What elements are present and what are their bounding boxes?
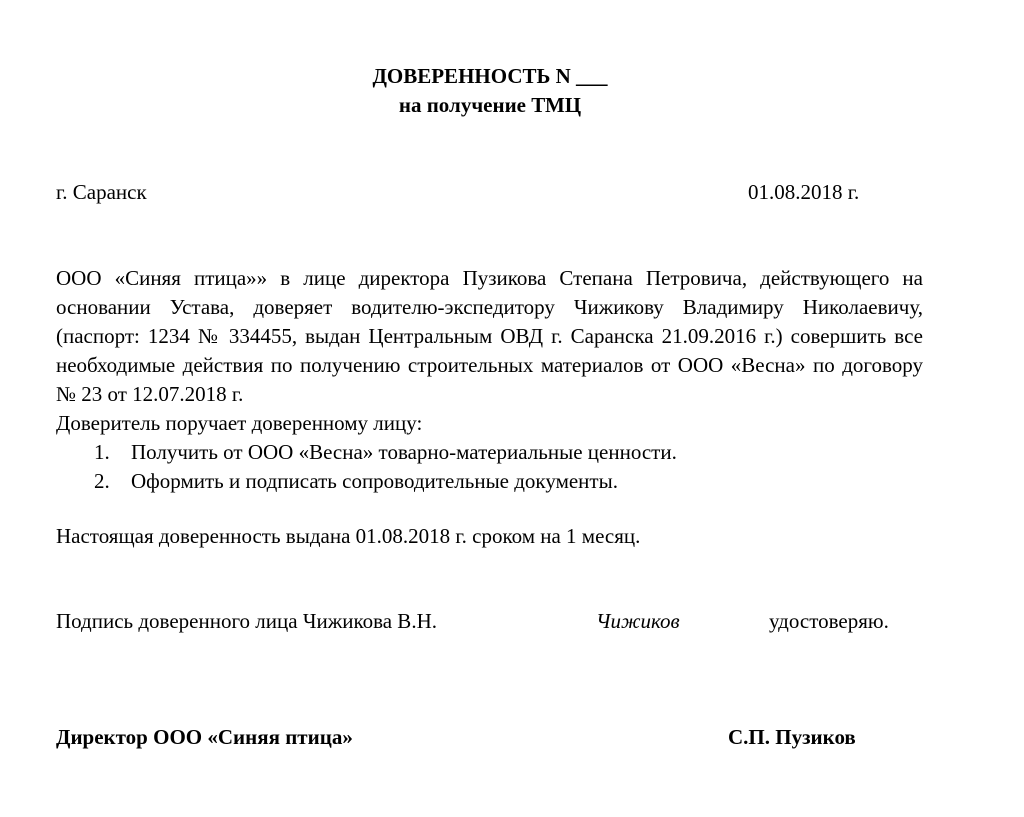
document-body bbox=[56, 264, 923, 496]
instructions-list bbox=[56, 438, 923, 496]
list-item-number: 2. bbox=[94, 469, 110, 493]
signature: Чижиков bbox=[596, 609, 680, 633]
list-item-text: Получить от ООО «Весна» товарно-материальные ценности. bbox=[131, 440, 677, 464]
list-item bbox=[56, 467, 923, 496]
list-item bbox=[56, 438, 923, 467]
document-date: 01.08.2018 г. bbox=[748, 180, 860, 204]
director-label: Директор ООО «Синяя птица» bbox=[56, 725, 353, 749]
main-paragraph: ООО «Синяя птица»» в лице директора Пузикова Степана Петровича, действующего на основании Устава, доверяет водителю-экспедитору Чижикову Владимиру Николаевичу, (паспорт: 1234 № 334455, выдан Центральным ОВД г. Саранска 21.09.2016 г.) совершить все необходимые действия по получению строительных материалов от ООО «Весна» по договору № 23 от 12.07.2018 г. bbox=[56, 266, 923, 406]
city: г. Саранск bbox=[56, 180, 147, 204]
document-subtitle: на получение ТМЦ bbox=[398, 93, 582, 117]
signature-label: Подпись доверенного лица Чижикова В.Н. bbox=[56, 609, 437, 633]
list-item-text: Оформить и подписать сопроводительные документы. bbox=[131, 469, 618, 493]
instructions-intro: Доверитель поручает доверенному лицу: bbox=[56, 411, 423, 435]
list-item-number: 1. bbox=[94, 440, 110, 464]
certify-text: удостоверяю. bbox=[769, 609, 889, 633]
document-title: ДОВЕРЕННОСТЬ N ___ bbox=[372, 64, 608, 88]
validity-statement: Настоящая доверенность выдана 01.08.2018 г. сроком на 1 месяц. bbox=[56, 524, 641, 548]
director-name: С.П. Пузиков bbox=[728, 725, 856, 749]
